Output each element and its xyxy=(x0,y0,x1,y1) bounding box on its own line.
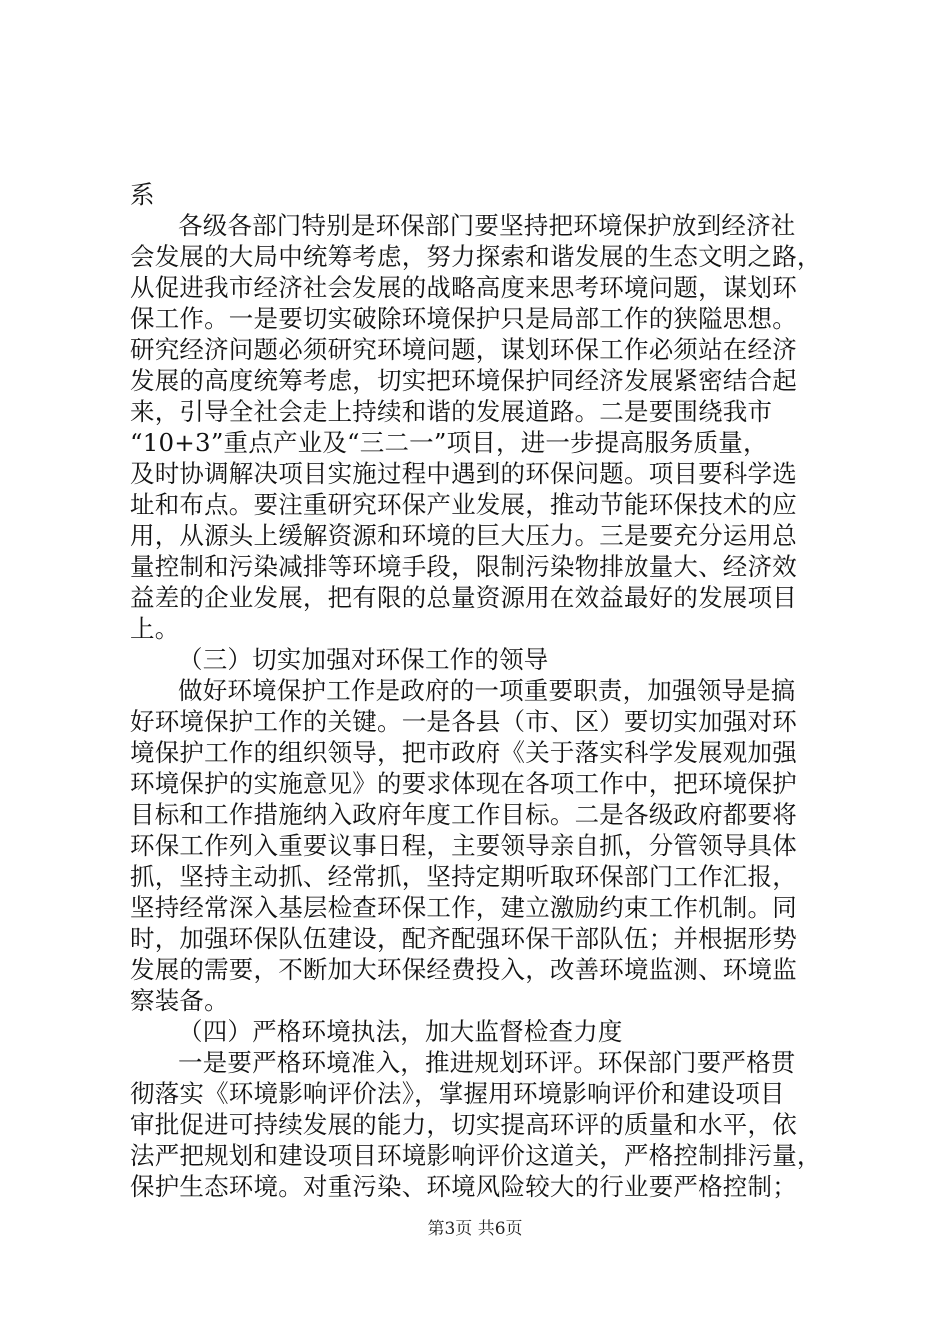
text-line: 量控制和污染减排等环境手段，限制污染物排放量大、经济效 xyxy=(130,552,797,581)
text-line: 益差的企业发展，把有限的总量资源用在效益最好的发展项目 xyxy=(130,583,797,612)
text-line: 彻落实《环境影响评价法》，掌握用环境影响评价和建设项目 xyxy=(130,1079,785,1108)
text-line: 坚持经常深入基层检查环保工作，建立激励约束工作机制。同 xyxy=(130,893,797,922)
section-heading-4: （四）严格环境执法，加大监督检查力度 xyxy=(178,1017,623,1046)
paragraph-start-line: 做好环境保护工作是政府的一项重要职责，加强领导是搞 xyxy=(178,676,796,705)
section-heading-3: （三）切实加强对环保工作的领导 xyxy=(178,645,549,674)
text-line: 系 xyxy=(130,180,155,209)
text-line: 好环境保护工作的关键。一是各县（市、区）要切实加强对环 xyxy=(130,707,797,736)
text-line: 址和布点。要注重研究环保产业发展，推动节能环保技术的应 xyxy=(130,490,797,519)
text-line: 发展的需要，不断加大环保经费投入，改善环境监测、环境监 xyxy=(130,955,797,984)
text-line: 发展的高度统筹考虑，切实把环境保护同经济发展紧密结合起 xyxy=(130,366,797,395)
text-line: 环境保护的实施意见》的要求体现在各项工作中，把环境保护 xyxy=(130,769,797,798)
page-number-footer: 第3页 共6页 xyxy=(427,1219,523,1239)
paragraph-start-line: 各级各部门特别是环保部门要坚持把环境保护放到经济社 xyxy=(178,211,796,240)
text-line: 境保护工作的组织领导，把市政府《关于落实科学发展观加强 xyxy=(130,738,797,767)
text-line: 时，加强环保队伍建设，配齐配强环保干部队伍；并根据形势 xyxy=(130,924,797,953)
text-line: “10+3”重点产业及“三二一”项目，进一步提高服务质量， xyxy=(130,428,768,457)
text-line: 会发展的大局中统筹考虑，努力探索和谐发展的生态文明之路， xyxy=(130,242,822,271)
text-line: 用，从源头上缓解资源和环境的巨大压力。三是要充分运用总 xyxy=(130,521,797,550)
text-line: 保工作。一是要切实破除环境保护只是局部工作的狭隘思想。 xyxy=(130,304,797,333)
text-line: 保护生态环境。对重污染、环境风险较大的行业要严格控制； xyxy=(130,1172,797,1201)
text-line: 察装备。 xyxy=(130,986,229,1015)
text-line: 从促进我市经济社会发展的战略高度来思考环境问题，谋划环 xyxy=(130,273,797,302)
text-line: 研究经济问题必须研究环境问题，谋划环保工作必须站在经济 xyxy=(130,335,797,364)
text-line: 上。 xyxy=(130,614,180,643)
text-line: 来，引导全社会走上持续和谐的发展道路。二是要围绕我市 xyxy=(130,397,773,426)
text-line: 审批促进可持续发展的能力，切实提高环评的质量和水平，依 xyxy=(130,1110,797,1139)
text-line: 目标和工作措施纳入政府年度工作目标。二是各级政府都要将 xyxy=(130,800,797,829)
paragraph-start-line: 一是要严格环境准入，推进规划环评。环保部门要严格贯 xyxy=(178,1048,796,1077)
text-line: 及时协调解决项目实施过程中遇到的环保问题。项目要科学选 xyxy=(130,459,797,488)
text-line: 环保工作列入重要议事日程，主要领导亲自抓，分管领导具体 xyxy=(130,831,797,860)
text-line: 抓，坚持主动抓、经常抓，坚持定期听取环保部门工作汇报， xyxy=(130,862,797,891)
text-line: 法严把规划和建设项目环境影响评价这道关，严格控制排污量， xyxy=(130,1141,822,1170)
